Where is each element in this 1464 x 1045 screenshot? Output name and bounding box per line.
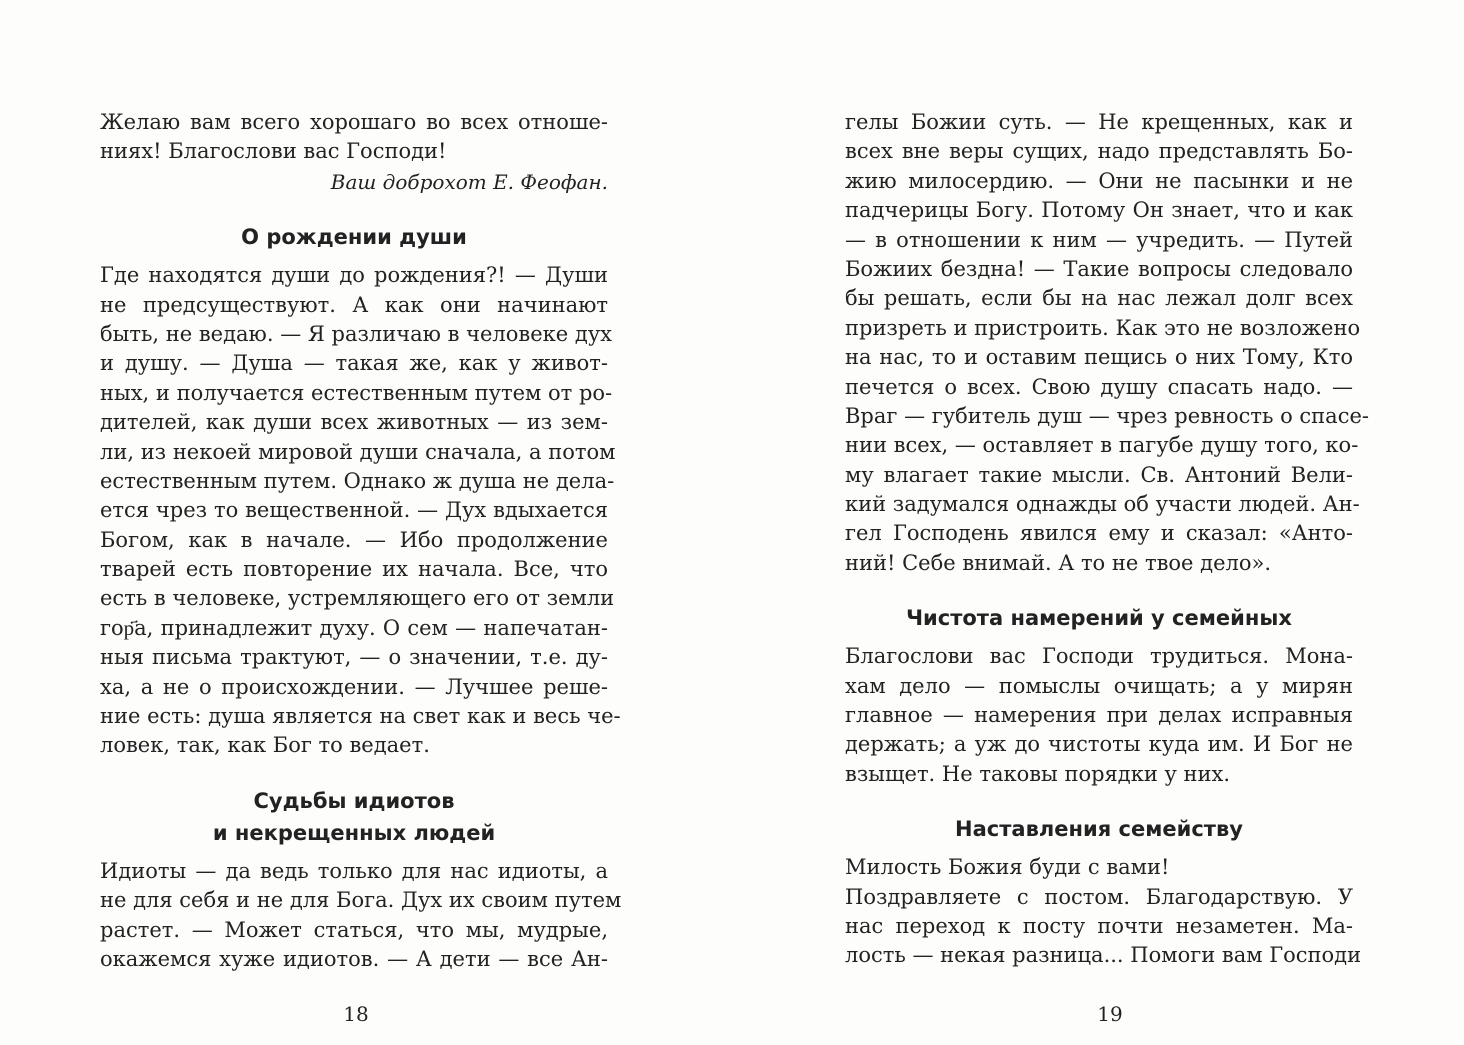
text-line: печется о всех. Свою душу спасать надо. — bbox=[845, 374, 1353, 399]
text-line: растет. — Может статься, что мы, мудрые, bbox=[100, 917, 608, 942]
text-line: му влагает такие мысли. Св. Антоний Вели- bbox=[845, 462, 1353, 487]
spacer bbox=[845, 578, 1353, 602]
text-line: призреть и пристроить. Как это не возложено bbox=[845, 315, 1361, 340]
text-line: на нас, то и оставим пещись о них Тому, Кто bbox=[845, 345, 1353, 370]
right-page bbox=[732, 0, 1464, 1045]
text-line: Благослови вас Господи трудиться. Мона- bbox=[845, 644, 1353, 669]
spacer bbox=[100, 197, 608, 221]
spacer bbox=[100, 849, 608, 857]
text-line: жию милосердию. — Они не пасынки и не bbox=[845, 168, 1353, 193]
spacer bbox=[100, 761, 608, 785]
text-line: лость — некая разница... Помоги вам Господи bbox=[845, 943, 1362, 968]
text-line: не предсуществуют. А как они начинают bbox=[100, 292, 608, 317]
text-line: ли, из некоей мировой души сначала, а потом bbox=[100, 439, 616, 464]
text-line: кий задумался однажды об участи людей. Ан- bbox=[845, 492, 1360, 517]
text-line: естественным путем. Однако ж душа не дела- bbox=[100, 468, 615, 493]
text-line: есть в человеке, устремляющего его от земли bbox=[100, 586, 615, 611]
text-line: главное — намерения при делах исправныя bbox=[845, 703, 1353, 728]
text-line: хам дело — помыслы очищать; а у мирян bbox=[845, 673, 1353, 698]
text-line: ных, и получается естественным путем от ро- bbox=[100, 380, 613, 405]
section-heading: и некрещенных людей bbox=[212, 820, 496, 845]
text-line: не для себя и не для Бога. Дух их своим путем bbox=[100, 888, 622, 913]
text-line: дителей, как души всех животных — из зем- bbox=[100, 410, 608, 435]
text-line: и душу. — Душа — такая же, как у живот- bbox=[100, 351, 608, 376]
spacer bbox=[100, 253, 608, 261]
text-line: окажемся хуже идиотов. — А дети — все Ан- bbox=[100, 946, 608, 971]
text-line: Поздравляете с постом. Благодарствую. У bbox=[845, 884, 1353, 909]
text-line: гелы Божии суть. — Не крещенных, как и bbox=[845, 110, 1353, 134]
section-heading: О рождении души bbox=[241, 225, 467, 250]
text-line: ется чрез то вещественной. — Дух вдыхается bbox=[100, 498, 608, 523]
text-line: Идиоты — да ведь только для нас идиоты, а bbox=[100, 858, 608, 883]
text-line: тварей есть повторение их начала. Все, что bbox=[100, 557, 608, 582]
text-line: Враг — губитель душ — чрез ревность о спасе- bbox=[845, 403, 1369, 428]
page-number: 19 bbox=[1097, 1002, 1123, 1026]
section-heading: Чистота намерений у семейных bbox=[906, 606, 1292, 631]
text-line: быть, не ведаю. — Я различаю в человеке дух bbox=[100, 321, 613, 346]
signature: Ваш доброхот Е. Феофан. bbox=[330, 169, 608, 194]
text-line: ныя письма трактуют, — о значении, т.е. ду- bbox=[100, 645, 608, 670]
section-heading: Наставления семейству bbox=[955, 817, 1243, 842]
text-line: падчерицы Богу. Потому Он знает, что и как bbox=[845, 198, 1353, 223]
text-line: ха, а не о происхождении. — Лучшее реше- bbox=[100, 674, 608, 699]
text-line: ниях! Благослови вас Господи! bbox=[100, 139, 447, 164]
text-line: ловек, так, как Бог то ведает. bbox=[100, 733, 430, 758]
section-heading: Судьбы идиотов bbox=[253, 788, 455, 813]
page-number: 18 bbox=[343, 1002, 369, 1026]
text-line: Милость Божия буди с вами! bbox=[845, 855, 1170, 880]
text-line: — в отношении к ним — учредить. — Путей bbox=[845, 227, 1353, 252]
text-line: нии всех, — оставляет в пагубе душу того, ко- bbox=[845, 433, 1359, 458]
text-line: Божиих бездна! — Такие вопросы следовало bbox=[845, 256, 1353, 281]
text-line: ний! Себе внимай. А то не твое дело». bbox=[845, 550, 1272, 575]
text-line: держать; а уж до чистоты куда им. И Бог не bbox=[845, 732, 1353, 757]
spacer bbox=[845, 634, 1353, 642]
text-line: всех вне веры сущих, надо представлять Бо- bbox=[845, 139, 1353, 164]
text-line: Желаю вам всего хорошаго во всех отноше- bbox=[100, 110, 608, 134]
text-line: Богом, как в начале. — Ибо продолжение bbox=[100, 527, 608, 552]
text-line: гор҃а, принадлежит духу. О сем — напечатан- bbox=[100, 615, 608, 640]
text-line: бы решать, если бы на нас лежал долг всех bbox=[845, 286, 1353, 311]
text-line: нас переход к посту почти незаметен. Ма- bbox=[845, 913, 1353, 938]
text-line: взыщет. Не таковы порядки у них. bbox=[845, 761, 1231, 786]
right-page-text bbox=[845, 108, 1369, 971]
spacer bbox=[845, 789, 1353, 813]
spacer bbox=[845, 845, 1353, 853]
text-line: гел Господень явился ему и сказал: «Анто- bbox=[845, 521, 1353, 546]
text-line: Где находятся души до рождения?! — Души bbox=[100, 263, 608, 288]
text-line: ние есть: душа является на свет как и весь че- bbox=[100, 704, 621, 729]
left-page-text bbox=[100, 108, 622, 974]
